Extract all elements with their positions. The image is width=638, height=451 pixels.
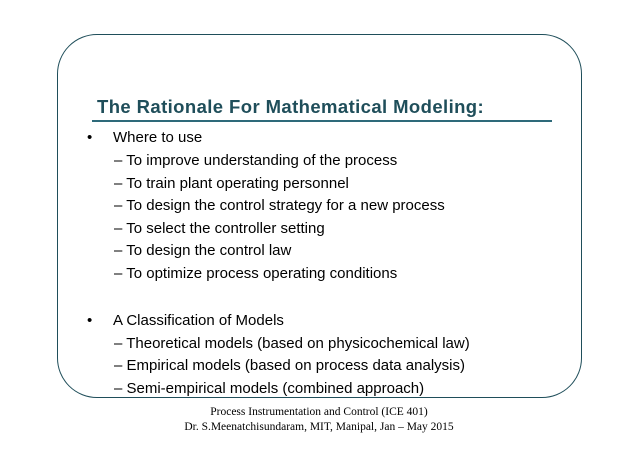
list-item: – Semi-empirical models (combined approach) (114, 380, 425, 397)
list-item: – To design the control strategy for a new process (114, 197, 445, 214)
list-item: – To select the controller setting (114, 220, 325, 237)
list-item: – To train plant operating personnel (114, 175, 349, 192)
section-where-to-use (87, 129, 202, 146)
slide-title: The Rationale For Mathematical Modeling: (97, 96, 485, 117)
section-classification (87, 312, 284, 329)
list-item: – To design the control law (114, 242, 292, 259)
list-item: – Theoretical models (based on physicochemical law) (114, 335, 470, 352)
footer-author: Dr. S.Meenatchisundaram, MIT, Manipal, Jan – May 2015 (184, 421, 454, 433)
section-heading: Where to use (113, 129, 203, 146)
list-item: – Empirical models (based on process data analysis) (114, 357, 465, 374)
section-heading: A Classification of Models (113, 312, 284, 329)
title-underline (92, 120, 552, 122)
bullet-marker: • (87, 312, 93, 329)
bullet-marker: • (87, 129, 93, 146)
list-item: – To improve understanding of the process (114, 152, 398, 169)
footer-course: Process Instrumentation and Control (ICE 401) (210, 406, 428, 418)
list-item: – To optimize process operating conditions (114, 265, 398, 282)
